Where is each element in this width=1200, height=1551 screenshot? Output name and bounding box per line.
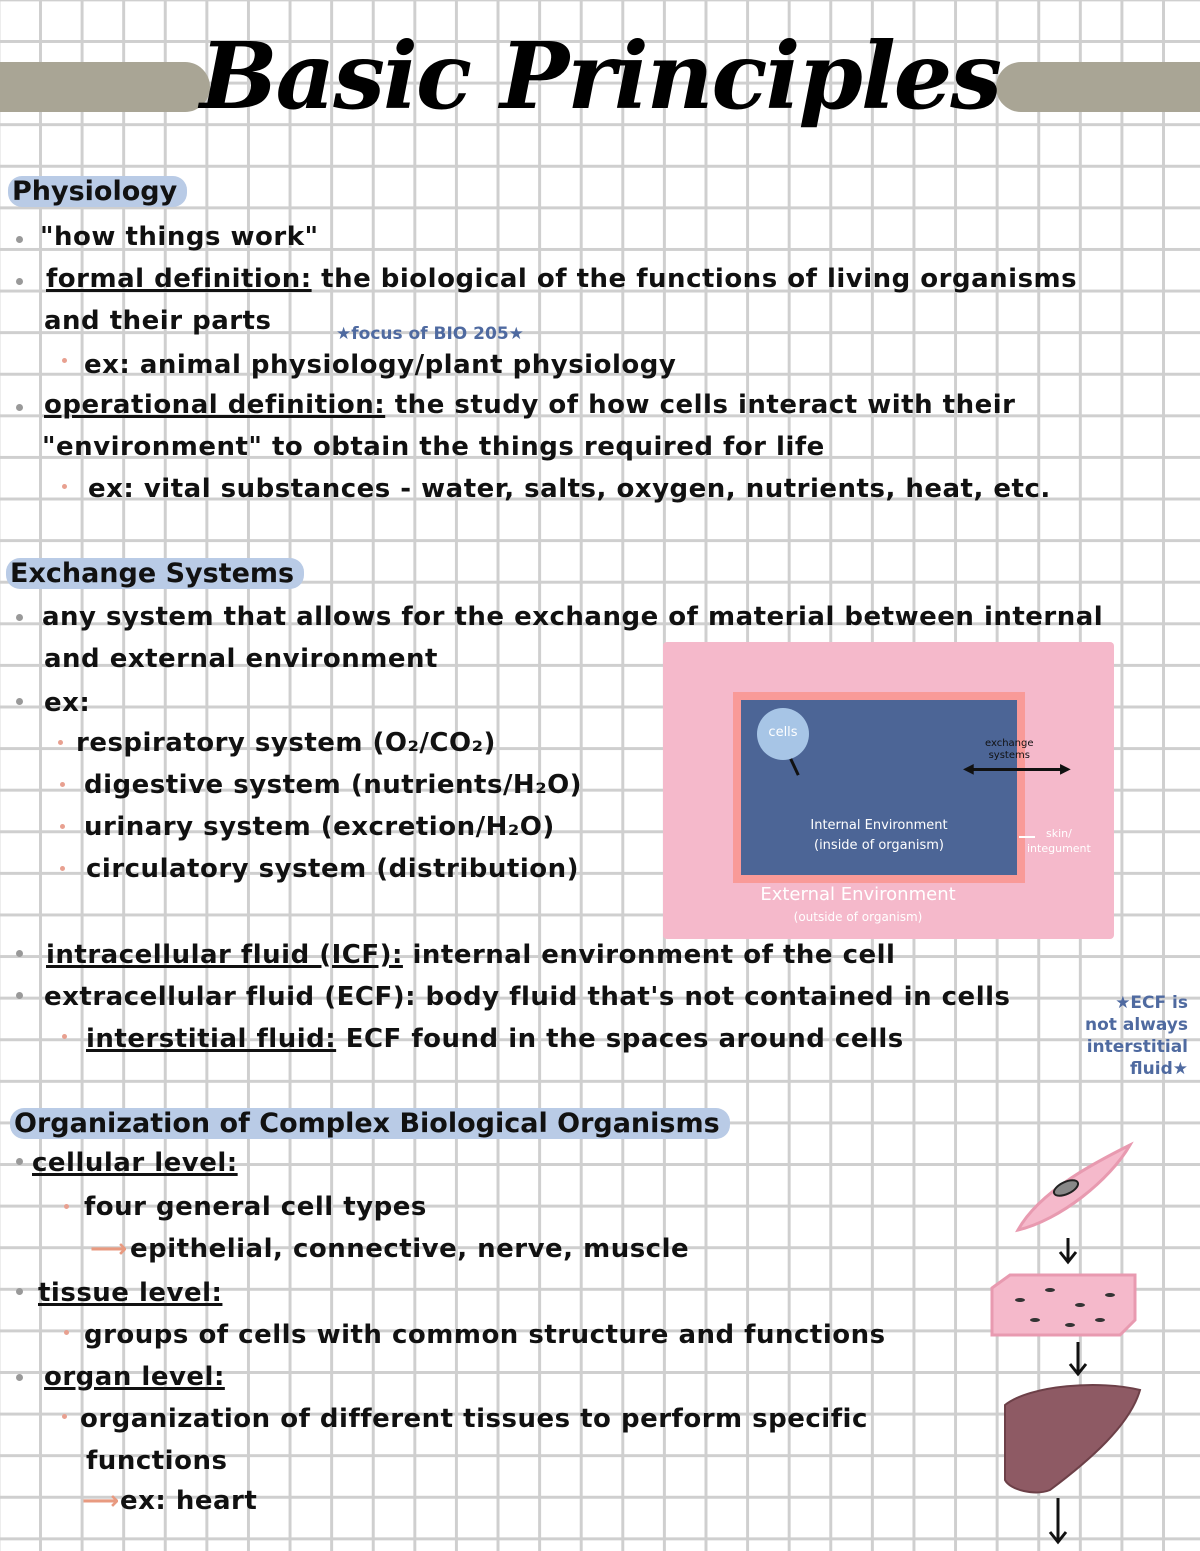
exchange-example: circulatory system (distribution) <box>86 854 580 884</box>
focus-note: ★focus of BIO 205★ <box>336 324 524 344</box>
bullet-icon <box>58 740 63 745</box>
interstitial-definition <box>86 1024 904 1054</box>
note-line: interstitial <box>1086 1037 1188 1057</box>
bullet-icon <box>62 1414 67 1419</box>
formal-cont: and their parts <box>44 306 272 336</box>
bullet-icon <box>62 358 67 363</box>
bullet-icon <box>16 278 23 285</box>
label-line: skin/ <box>1046 827 1072 840</box>
bullet-icon <box>16 1158 23 1165</box>
bullet-icon <box>62 1034 67 1039</box>
bullet-icon <box>16 992 23 999</box>
icf-text: internal environment of the cell <box>402 940 896 970</box>
bullet-icon <box>16 950 23 957</box>
interstitial-label: interstitial fluid: <box>86 1024 337 1054</box>
organization-illustration <box>980 1140 1160 1551</box>
bullet-icon <box>16 1374 23 1381</box>
note-line: fluid★ <box>1130 1059 1188 1079</box>
heading-text: Exchange Systems <box>6 558 304 589</box>
external-label: External Environment <box>760 884 956 905</box>
arrow-down-icon <box>1050 1498 1066 1542</box>
arrow-down-icon <box>1060 1238 1076 1262</box>
label-line: exchange <box>985 738 1034 749</box>
exchange-definition-cont: and external environment <box>44 644 438 674</box>
icf-label: intracellular fluid (ICF): <box>46 940 403 970</box>
bullet-icon <box>64 1204 69 1209</box>
bullet-icon <box>16 614 23 621</box>
exchange-definition: any system that allows for the exchange of material between internal <box>42 602 1104 632</box>
note-line: not always <box>1085 1015 1188 1035</box>
bullet-icon <box>60 824 65 829</box>
formal-definition <box>46 264 1077 294</box>
ecf-label: extracellular fluid (ECF): <box>44 982 416 1012</box>
arrow-down-icon <box>1070 1342 1086 1374</box>
page-title: Basic Principles <box>199 22 1001 130</box>
pointer-line <box>789 758 799 776</box>
cell-types: epithelial, connective, nerve, muscle <box>130 1234 690 1264</box>
formal-label: formal definition: <box>46 264 312 294</box>
ecf-definition <box>44 982 1011 1012</box>
label-line: systems <box>988 750 1030 761</box>
exchange-example: digestive system (nutrients/H₂O) <box>84 770 583 800</box>
operational-cont: "environment" to obtain the things required for life <box>42 432 825 462</box>
organ-level-label: organ level: <box>44 1362 225 1392</box>
operational-example: ex: vital substances - water, salts, oxygen, nutrients, heat, etc. <box>88 474 1051 504</box>
heading-text: Physiology <box>8 176 187 207</box>
section-heading-organization <box>10 1108 730 1139</box>
bullet-icon <box>60 866 65 871</box>
skin-label <box>1027 826 1091 856</box>
cellular-sub: four general cell types <box>84 1192 427 1222</box>
arrow-left-icon: ◀ <box>963 761 974 777</box>
tissue-block-icon <box>992 1275 1135 1335</box>
tissue-sub: groups of cells with common structure and functions <box>84 1320 886 1350</box>
exchange-example: respiratory system (O₂/CO₂) <box>76 728 496 758</box>
section-heading-physiology <box>8 176 187 207</box>
section-heading-exchange <box>6 558 304 589</box>
internal-label: Internal Environment <box>810 818 948 833</box>
bullet-icon <box>16 698 23 705</box>
organ-sub-cont: functions <box>86 1446 228 1476</box>
formal-example: ex: animal physiology/plant physiology <box>84 350 677 380</box>
bullet-icon <box>16 404 23 411</box>
heading-text: Organization of Complex Biological Organisms <box>10 1108 730 1139</box>
tissue-level-label: tissue level: <box>38 1278 223 1308</box>
operational-text: the study of how cells interact with their <box>385 390 1016 420</box>
label-line: integument <box>1027 842 1091 855</box>
how-things-work: "how things work" <box>40 222 319 252</box>
icf-definition <box>46 940 895 970</box>
arrow-right-icon: ⟶ <box>90 1234 128 1264</box>
note-line: ★ECF is <box>1115 993 1188 1013</box>
environment-diagram <box>663 642 1114 939</box>
arrow-right-icon: ▶ <box>1060 761 1071 777</box>
exchange-ex-label: ex: <box>44 688 91 718</box>
internal-environment-box <box>733 692 1025 883</box>
ecf-text: body fluid that's not contained in cells <box>416 982 1011 1012</box>
external-sublabel: (outside of organism) <box>793 910 923 924</box>
operational-definition <box>44 390 1015 420</box>
cellular-level-label: cellular level: <box>32 1148 238 1178</box>
internal-sublabel: (inside of organism) <box>814 838 944 853</box>
arrow-right-icon: ⟶ <box>82 1486 120 1516</box>
cells-circle: cells <box>757 708 809 760</box>
bullet-icon <box>60 782 65 787</box>
exchange-systems-label <box>985 738 1034 762</box>
formal-text: the biological of the functions of living organisms <box>311 264 1078 294</box>
operational-label: operational definition: <box>44 390 386 420</box>
double-arrow-icon <box>969 768 1065 771</box>
exchange-example: urinary system (excretion/H₂O) <box>84 812 555 842</box>
organ-sub: organization of different tissues to perform specific <box>80 1404 868 1434</box>
organ-example: ex: heart <box>120 1486 258 1516</box>
bullet-icon <box>62 484 67 489</box>
liver-icon <box>1005 1385 1140 1492</box>
ecf-note <box>1058 992 1188 1080</box>
bullet-icon <box>16 236 23 243</box>
bullet-icon <box>64 1330 69 1335</box>
bullet-icon <box>16 1288 23 1295</box>
interstitial-text: ECF found in the spaces around cells <box>336 1024 904 1054</box>
